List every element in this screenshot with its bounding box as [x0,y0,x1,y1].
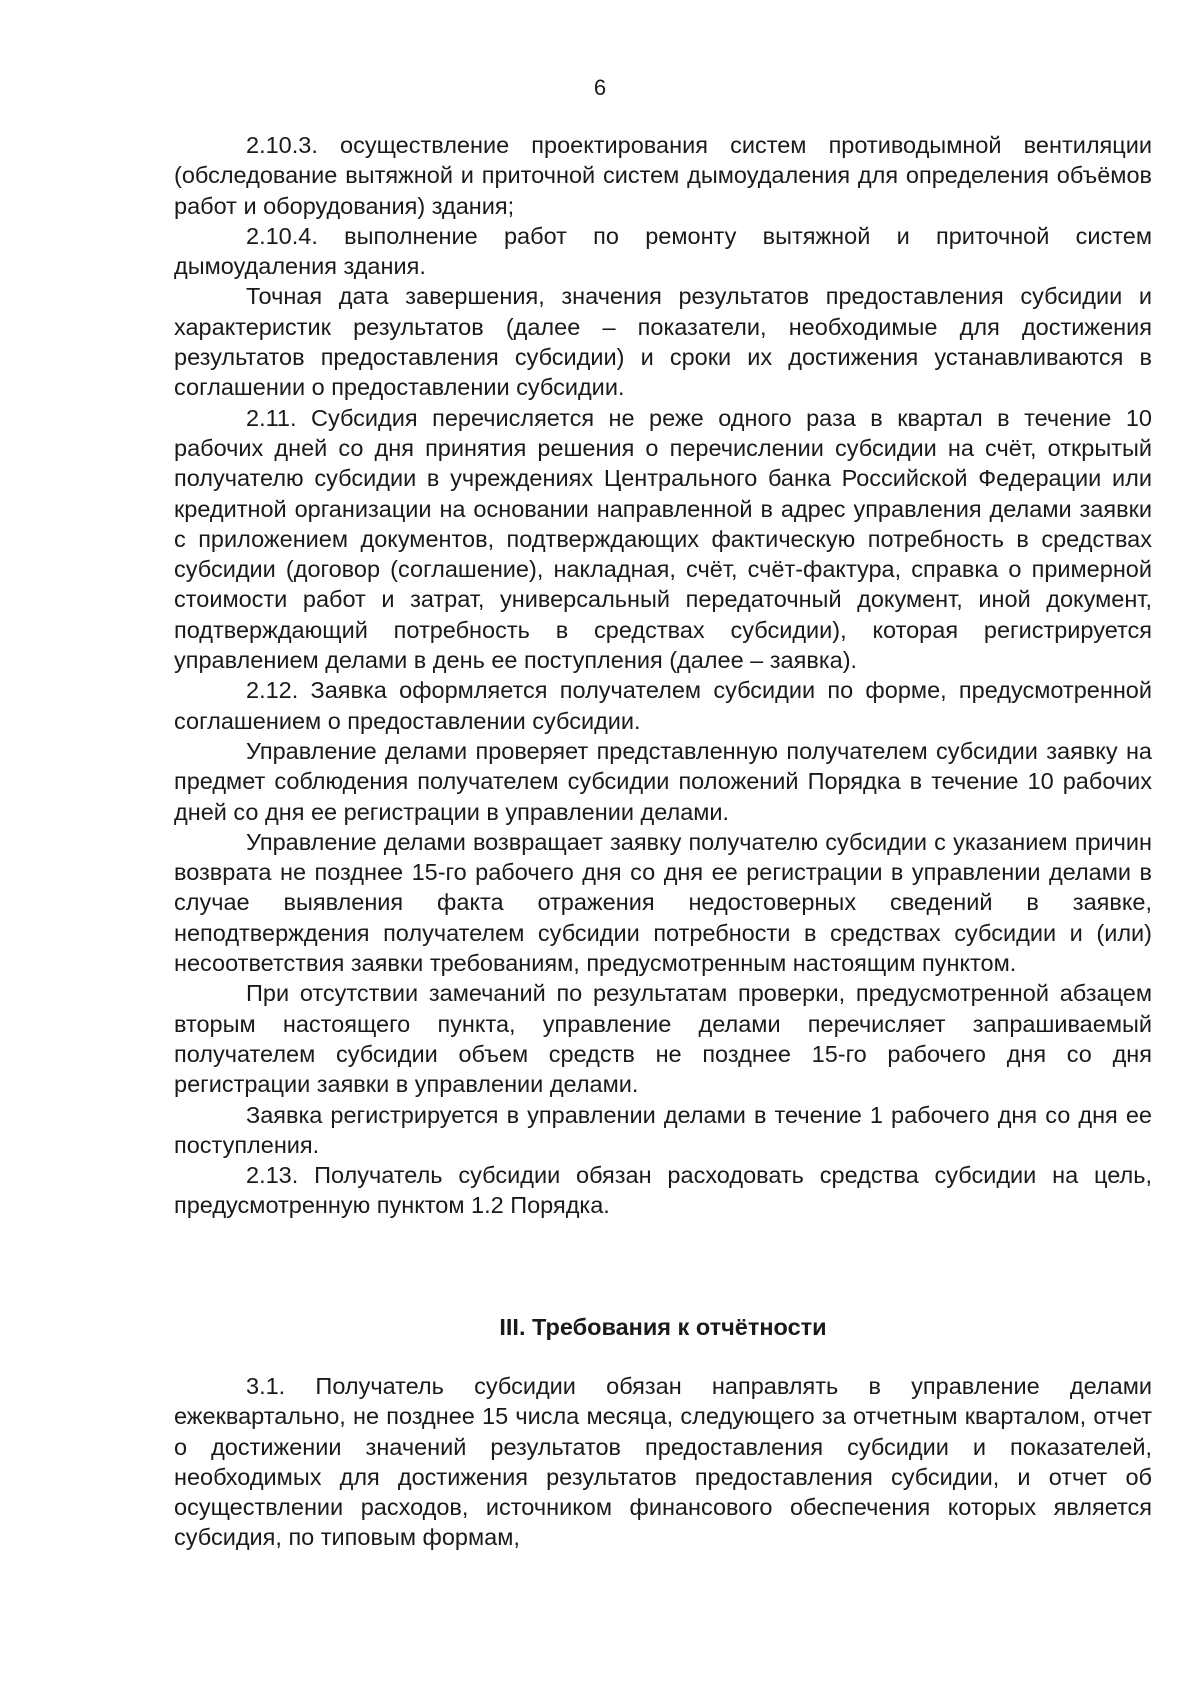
paragraph-application-check: Управление делами проверяет представленную получателем субсидии заявку на предмет соблюдения получателем субсидии положений Порядка в течение 10 рабочих дней со дня ее регистрации в управлении делами. [174,737,1152,825]
section-heading: III. Требования к отчётности [499,1314,827,1340]
paragraph-funds-transfer: При отсутствии замечаний по результатам проверки, предусмотренной абзацем вторым настоящего пункта, управление делами перечисляет запрашиваемый получателем субсидии объем средств не позднее 15-го рабочего дня со дня регистрации заявки в управлении делами. [174,980,1152,1098]
paragraph-results-deadline: Точная дата завершения, значения результатов предоставления субсидии и характеристик результатов (далее – показатели, необходимые для достижения результатов предоставления субсидии) и сроки их достижения устанавливаются в соглашении о предоставлении субсидии. [174,283,1152,401]
paragraph-2-11: 2.11. Субсидия перечисляется не реже одного раза в квартал в течение 10 рабочих дней со дня принятия решения о перечислении субсидии на счёт, открытый получателю субсидии в учреждениях Центрального банка Российской Федерации или кредитной организации на основании направленной в адрес управления делами заявки с приложением документов, подтверждающих фактическую потребность в средствах субсидии (договор (соглашение), накладная, счёт, счёт-фактура, справка о примерной стоимости работ и затрат, универсальный передаточный документ, иной документ, подтверждающий потребность в средствах субсидии), которая регистрируется управлением делами в день ее поступления (далее – заявка). [174,404,1152,674]
paragraph-2-10-3: 2.10.3. осуществление проектирования систем противодымной вентиляции (обследование вытяжной и приточной систем дымоудаления для определения объёмов работ и оборудования) здания; [174,132,1152,219]
paragraph-3-1: 3.1. Получатель субсидии обязан направлять в управление делами ежеквартально, не позднее 15 числа месяца, следующего за отчетным кварталом, отчет о достижении значений результатов предоставления субсидии и показателей, необходимых для достижения результатов предоставления субсидии, и отчет об осуществлении расходов, источником финансового обеспечения которых является субсидия, по типовым формам, [174,1373,1152,1551]
paragraph-2-10-4: 2.10.4. выполнение работ по ремонту вытяжной и приточной систем дымоудаления здания. [174,222,1152,280]
page-number: 6 [593,75,607,100]
section-body [174,1371,1152,1553]
paragraph-2-12: 2.12. Заявка оформляется получателем субсидии по форме, предусмотренной соглашением о предоставлении субсидии. [174,677,1152,734]
paragraph-application-registration: Заявка регистрируется в управлении делами в течение 1 рабочего дня со дня ее поступления. [174,1101,1152,1158]
paragraph-2-13: 2.13. Получатель субсидии обязан расходовать средства субсидии на цель, предусмотренную пунктом 1.2 Порядка. [174,1162,1152,1219]
paragraph-application-return: Управление делами возвращает заявку получателю субсидии с указанием причин возврата не позднее 15-го рабочего дня со дня ее регистрации в управлении делами в случае выявления факта отражения недостоверных сведений в заявке, неподтверждения получателем субсидии потребности в средствах субсидии и (или) несоответствия заявки требованиям, предусмотренным настоящим пунктом. [174,828,1152,977]
document-body [174,130,1152,1221]
